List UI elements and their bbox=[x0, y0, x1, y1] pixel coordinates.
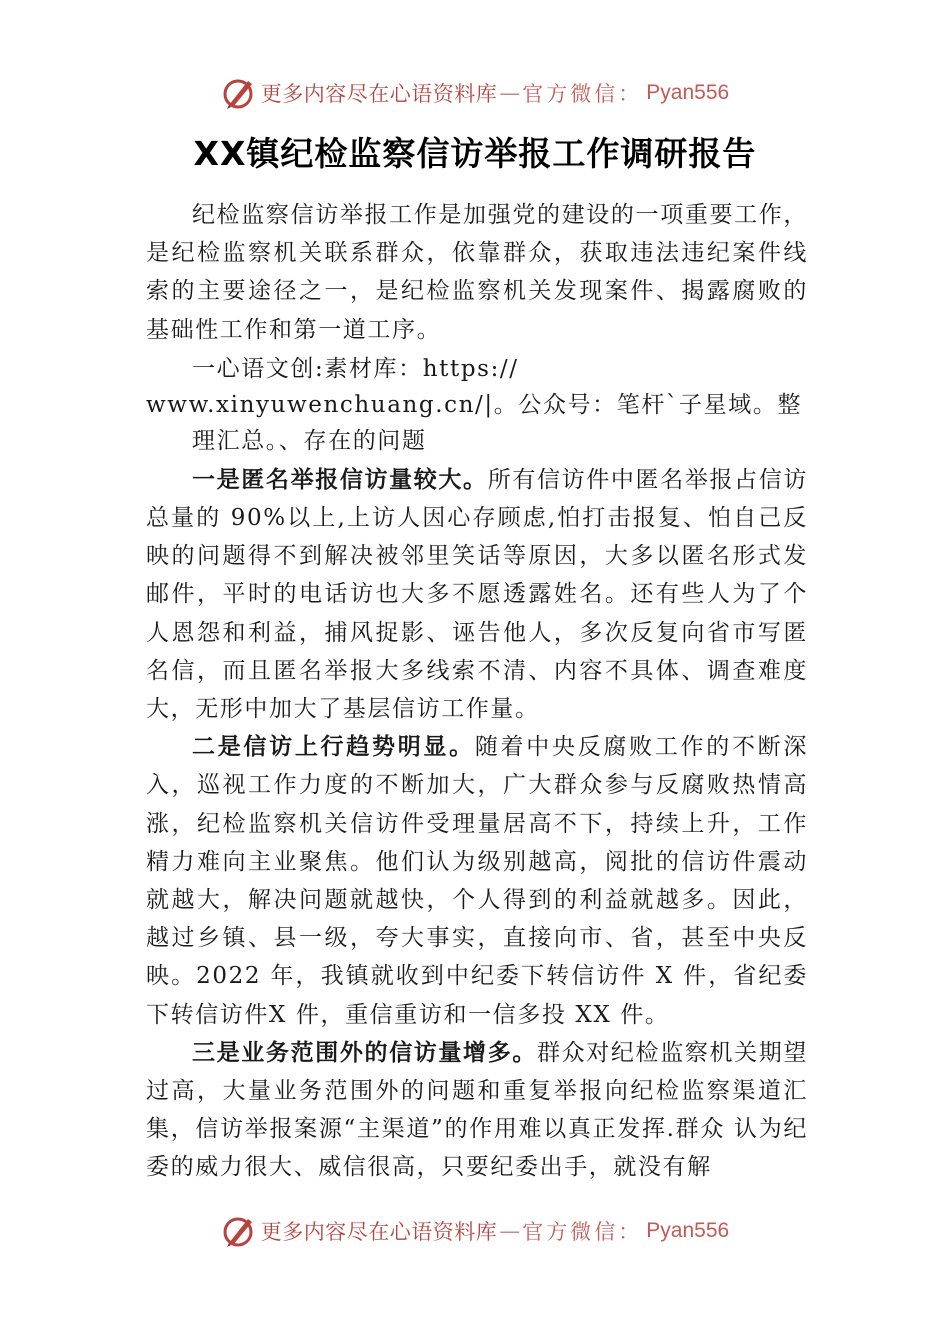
section-paragraph-2 bbox=[146, 728, 808, 1034]
footer-wechat-label: 官方微信： bbox=[522, 1220, 643, 1244]
intro-paragraph: 纪检监察信访举报工作是加强党的建设的一项重要工作，是纪检监察机关联系群众，依靠群众，获取违法违纪案件线索的主要途径之一，是纪检监察机关发现案件、揭露腐败的基础性工作和第一道工序。 bbox=[146, 202, 808, 343]
document-body bbox=[146, 196, 808, 1187]
banner-promo-text: 更多内容尽在心语资料库 bbox=[260, 82, 498, 106]
section-body-2: 随着中央反腐败工作的不断深入，巡视工作力度的不断加大，广大群众参与反腐败热情高涨，纪检监察机关信访件受理量居高不下，持续上升，工作精力难向主业聚焦。他们认为级别越高，阅批的信访件震动就越大，解决问题就越快，个人得到的利益就越多。因此，越过乡镇、县一级，夸大事实，直接向市、省，甚至中央反映。2022 年，我镇就收到中纪委下转信访件 X 件，省纪委下转信访件X 件，重信重访和一信多投 XX 件。 bbox=[146, 734, 808, 1028]
pen-logo-icon bbox=[221, 75, 257, 111]
footer-wechat-id: Pyan556 bbox=[646, 1219, 730, 1242]
banner-wechat-label: 官方微信： bbox=[522, 82, 643, 106]
header-banner bbox=[0, 70, 950, 116]
source-note-line-2: www.xinyuwenchuang.cn/|。公众号：笔杆`子星域。整 bbox=[146, 391, 803, 418]
section-lead-3: 三是业务范围外的信访量增多。 bbox=[192, 1038, 537, 1066]
section-lead-1: 一是匿名举报信访量较大。 bbox=[192, 465, 488, 493]
footer-promo-text: 更多内容尽在心语资料库 bbox=[260, 1220, 498, 1244]
footer-banner bbox=[0, 1208, 950, 1254]
pen-logo-icon bbox=[221, 1213, 257, 1249]
section-paragraph-1 bbox=[146, 461, 808, 728]
source-note bbox=[146, 351, 808, 459]
source-note-line-1: 一心语文创:素材库：https:// bbox=[192, 355, 519, 382]
footer-separator: — bbox=[499, 1219, 521, 1243]
banner-separator: — bbox=[499, 81, 521, 105]
section-lead-2: 二是信访上行趋势明显。 bbox=[192, 733, 475, 761]
section-body-3: 群众对纪检监察机关期望过高，大量业务范围外的问题和重复举报向纪检监察渠道汇集，信访举报案源“主渠道”的作用难以真正发挥.群众 认为纪委的威力很大、威信很高，只要纪委出手，就没有解 bbox=[146, 1039, 808, 1181]
source-note-line-3: 理汇总。、存在的问题 bbox=[192, 427, 427, 454]
banner-wechat-id: Pyan556 bbox=[646, 81, 730, 104]
section-paragraph-3 bbox=[146, 1034, 808, 1187]
section-body-1: 所有信访件中匿名举报占信访总量的 90%以上,上访人因心存顾虑,怕打击报复、怕自己反映的问题得不到解决被邻里笑话等原因，大多以匿名形式发邮件，平时的电话访也大多不愿透露姓名。还有些人为了个人恩怨和利益，捕风捉影、诬告他人，多次反复向省市写匿名信，而且匿名举报大多线索不清、内容不具体、调查难度大，无形中加大了基层信访工作量。 bbox=[146, 466, 808, 723]
page-title: XX镇纪检监察信访举报工作调研报告 bbox=[193, 134, 757, 173]
